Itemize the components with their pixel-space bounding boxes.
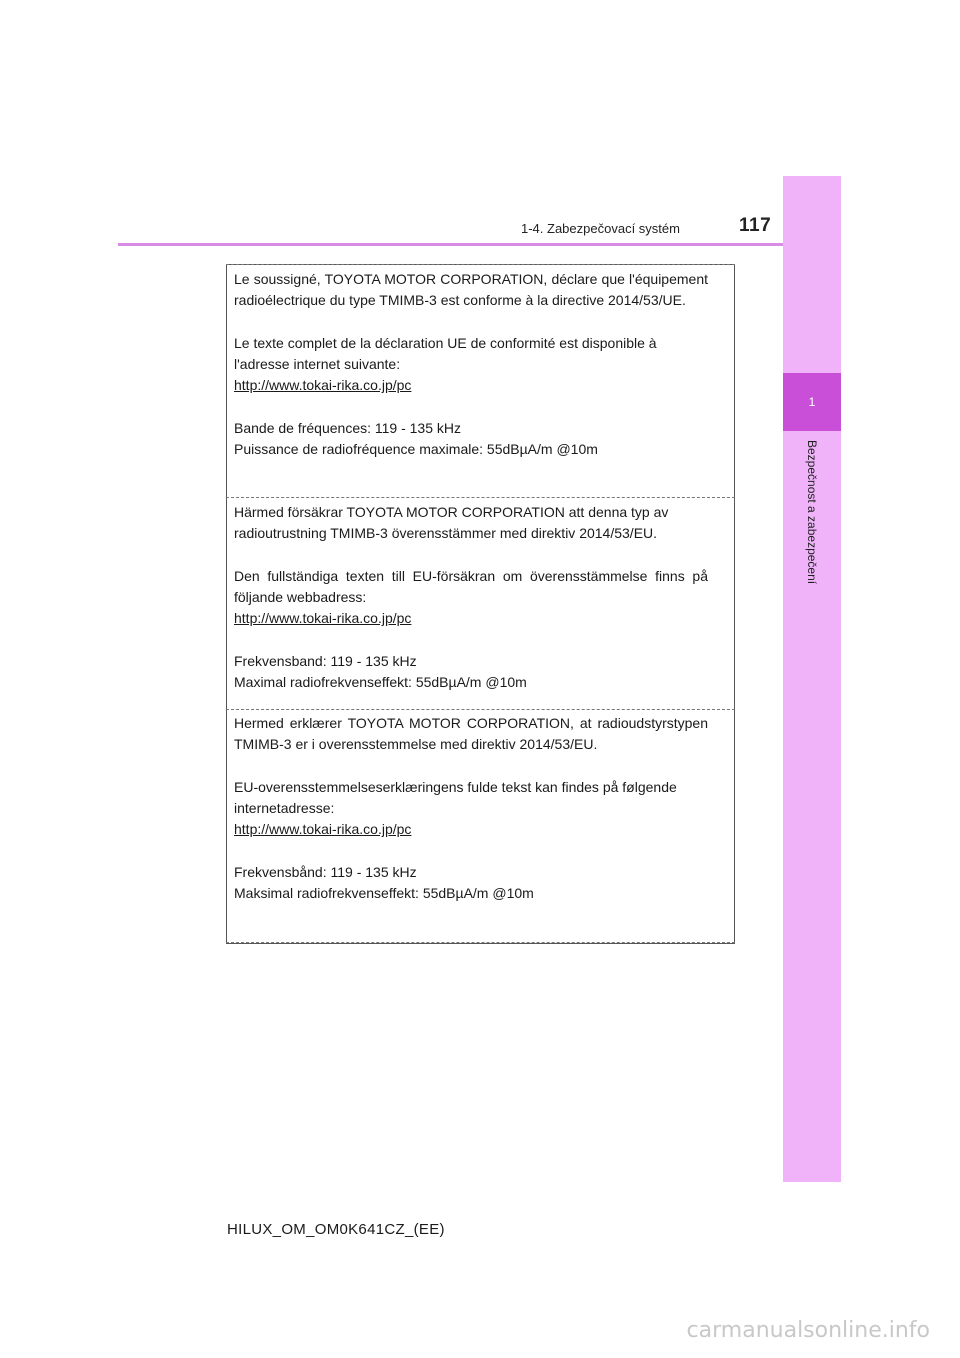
section-title: 1-4. Zabezpečovací systém: [521, 221, 680, 236]
watermark: carmanualsonline.info: [686, 1318, 930, 1343]
danish-power: Maksimal radiofrekvenseffekt: 55dBµA/m @10m: [234, 885, 534, 901]
chapter-label: Bezpečnost a zabezpečení: [805, 440, 819, 585]
danish-frequency: Frekvensbånd: 119 - 135 kHz: [234, 864, 417, 880]
danish-link[interactable]: http://www.tokai-rika.co.jp/pc: [234, 821, 412, 837]
swedish-frequency: Frekvensband: 119 - 135 kHz: [234, 653, 417, 669]
french-power: Puissance de radiofréquence maximale: 55dBµA/m @10m: [234, 441, 598, 457]
swedish-power: Maximal radiofrekvenseffekt: 55dBµA/m @10m: [234, 674, 527, 690]
declaration-french: [234, 269, 708, 460]
separator-1: [226, 497, 735, 498]
declaration-danish: [234, 713, 708, 904]
chapter-side-tab[interactable]: [783, 176, 841, 1182]
page-number: 117: [739, 215, 772, 236]
declaration-swedish: [234, 502, 708, 693]
swedish-link[interactable]: http://www.tokai-rika.co.jp/pc: [234, 610, 412, 626]
box-bottom-rule: [226, 942, 735, 943]
danish-text-intro: EU-overensstemmelseserklæringens fulde tekst kan findes på følgende internetadresse:: [234, 779, 677, 816]
swedish-statement: Härmed försäkrar TOYOTA MOTOR CORPORATION att denna typ av radioutrustning TMIMB-3 överensstämmer med direktiv 2014/53/EU.: [234, 504, 669, 541]
box-top-rule: [226, 264, 735, 265]
chapter-number-tab[interactable]: 1: [783, 373, 841, 431]
header-rule: [118, 243, 841, 246]
separator-2: [226, 709, 735, 710]
french-statement: Le soussigné, TOYOTA MOTOR CORPORATION, déclare que l'équipement radioélectrique du type TMIMB-3 est conforme à la directive 2014/53/UE.: [234, 271, 708, 308]
french-link[interactable]: http://www.tokai-rika.co.jp/pc: [234, 377, 412, 393]
french-frequency: Bande de fréquences: 119 - 135 kHz: [234, 420, 462, 436]
swedish-text-intro: Den fullständiga texten till EU-försäkran om överensstämmelse finns på följande webbadress:: [234, 568, 708, 605]
manual-code: HILUX_OM_OM0K641CZ_(EE): [227, 1221, 445, 1238]
danish-statement: Hermed erklærer TOYOTA MOTOR CORPORATION, at radioudstyrstypen TMIMB-3 er i overensstemmelse med direktiv 2014/53/EU.: [234, 715, 708, 752]
french-text-intro: Le texte complet de la déclaration UE de conformité est disponible à l'adresse internet suivante:: [234, 335, 657, 372]
